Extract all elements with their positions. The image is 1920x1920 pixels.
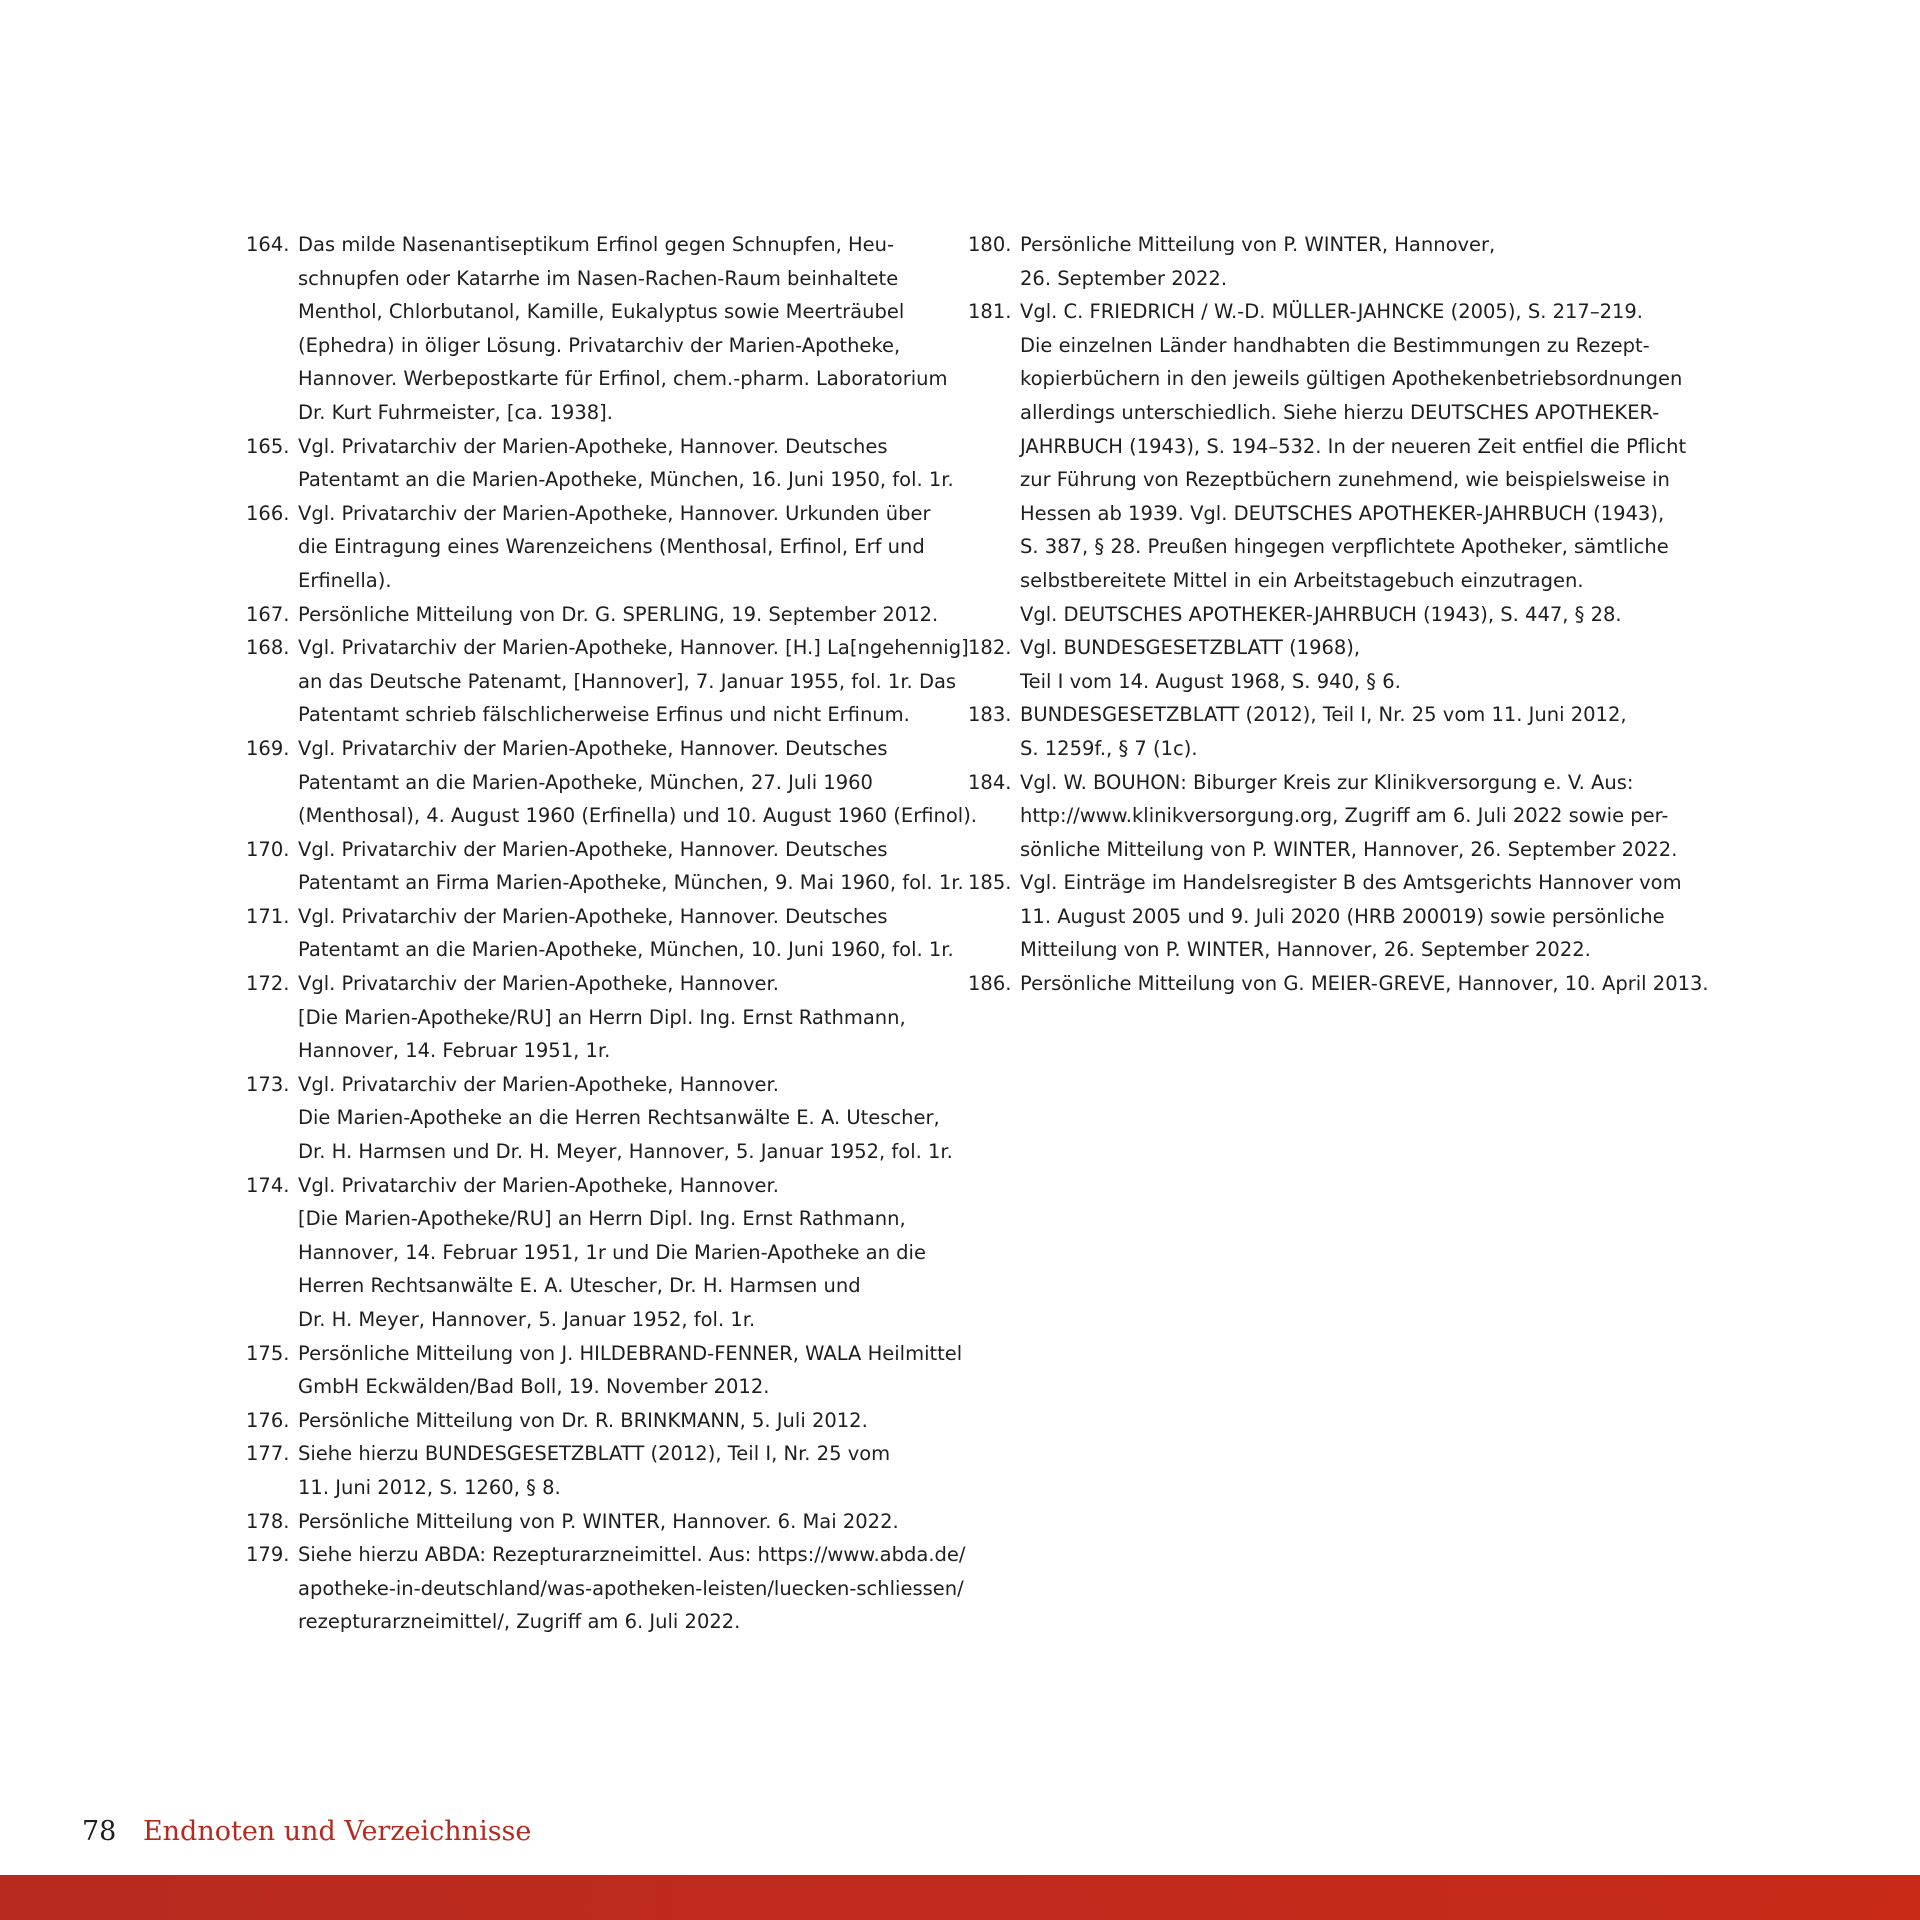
endnote-number: 174. [246, 1173, 290, 1197]
endnote-item [968, 631, 1688, 698]
endnote-text-line: rezepturarzneimittel/, Zugriff am 6. Juli 2022. [298, 1610, 741, 1634]
endnote-text-line: Siehe hierzu BUNDESGESETZBLATT (2012), Teil I, Nr. 25 vom [298, 1442, 891, 1466]
endnote-number: 171. [246, 904, 290, 928]
endnote-number: 182. [968, 636, 1012, 660]
endnote-text-line: Vgl. C. FRIEDRICH / W.-D. MÜLLER-JAHNCKE (2005), S. 217–219. [1020, 300, 1643, 324]
endnote-text-line: Patentamt schrieb fälschlicherweise Erfinus und nicht Erfinum. [298, 703, 910, 727]
endnote-text-line: Persönliche Mitteilung von P. WINTER, Hannover. 6. Mai 2022. [298, 1509, 899, 1533]
endnote-item [968, 766, 1688, 867]
endnote-text-line: Vgl. Privatarchiv der Marien-Apotheke, Hannover. [298, 972, 779, 996]
section-title: Endnoten und Verzeichnisse [142, 1816, 532, 1847]
endnote-item [968, 866, 1688, 967]
endnote-text [1020, 698, 1688, 765]
endnote-text [1020, 295, 1688, 631]
endnote-number: 170. [246, 837, 290, 861]
endnote-number: 180. [968, 233, 1012, 256]
endnote-text-line: Mitteilung von P. WINTER, Hannover, 26. September 2022. [1020, 938, 1591, 962]
endnote-text-line: Vgl. Privatarchiv der Marien-Apotheke, Hannover. [298, 1072, 779, 1096]
endnote-text-line: Persönliche Mitteilung von P. WINTER, Hannover, [1020, 233, 1496, 256]
endnotes-left-column [246, 228, 978, 1639]
endnote-text-line: GmbH Eckwälden/Bad Boll, 19. November 2012. [298, 1375, 770, 1399]
endnote-number: 175. [246, 1341, 290, 1365]
endnote-text-line: (Menthosal), 4. August 1960 (Erfinella) und 10. August 1960 (Erfinol). [298, 804, 978, 828]
endnote-text-line: Teil I vom 14. August 1968, S. 940, § 6. [1020, 669, 1401, 693]
endnote-text-line: BUNDESGESETZBLATT (2012), Teil I, Nr. 25 vom 11. Juni 2012, [1020, 703, 1627, 727]
endnote-text-line: Hannover, 14. Februar 1951, 1r. [298, 1039, 611, 1063]
endnote-text-line: Hannover. Werbepostkarte für Erfinol, chem.-pharm. Laboratorium [298, 367, 948, 391]
endnote-item [246, 833, 964, 900]
endnote-text [1020, 766, 1688, 867]
endnote-item [246, 900, 954, 967]
endnote-item [246, 1404, 946, 1438]
endnote-text [298, 1538, 965, 1639]
endnote-item [246, 732, 978, 833]
endnote-number: 173. [246, 1072, 290, 1096]
bottom-accent-bar [0, 1875, 1920, 1920]
endnote-number: 166. [246, 501, 290, 525]
endnote-text-line: Menthol, Chlorbutanol, Kamille, Eukalyptus sowie Meerträubel [298, 300, 905, 324]
endnote-text-line: kopierbüchern in den jeweils gültigen Apothekenbetriebsordnungen [1020, 367, 1683, 391]
endnote-item [246, 430, 954, 497]
endnote-item [246, 228, 946, 430]
endnote-text-line: Hannover, 14. Februar 1951, 1r und Die Marien-Apotheke an die [298, 1240, 926, 1264]
endnote-number: 181. [968, 300, 1012, 324]
endnote-text-line: S. 387, § 28. Preußen hingegen verpflichtete Apotheker, sämtliche [1020, 535, 1669, 559]
endnote-text-line: Persönliche Mitteilung von G. MEIER-GREVE, Hannover, 10. April 2013. [1020, 972, 1709, 996]
endnote-text-line: http://www.klinikversorgung.org, Zugriff am 6. Juli 2022 sowie per- [1020, 804, 1669, 828]
endnote-text-line: Siehe hierzu ABDA: Rezepturarzneimittel. Aus: https://www.abda.de/ [298, 1543, 966, 1567]
endnote-text [1020, 967, 1709, 1001]
endnote-text [298, 1337, 962, 1404]
endnote-text [298, 1404, 946, 1438]
endnote-number: 184. [968, 770, 1012, 794]
endnote-number: 177. [246, 1442, 290, 1466]
endnote-text [298, 1505, 946, 1539]
endnote-number: 178. [246, 1509, 290, 1533]
endnote-text [298, 228, 948, 430]
endnote-text-line: Herren Rechtsanwälte E. A. Utescher, Dr. H. Harmsen und [298, 1274, 861, 1298]
endnote-item [246, 598, 946, 632]
endnote-text-line: Dr. Kurt Fuhrmeister, [ca. 1938]. [298, 400, 613, 424]
endnote-item [968, 698, 1688, 765]
endnote-text-line: Patentamt an die Marien-Apotheke, München, 16. Juni 1950, fol. 1r. [298, 468, 954, 492]
endnote-text-line: 11. Juni 2012, S. 1260, § 8. [298, 1475, 561, 1499]
endnote-text-line: Persönliche Mitteilung von J. HILDEBRAND-FENNER, WALA Heilmittel [298, 1341, 963, 1365]
endnote-item [246, 1337, 963, 1404]
endnote-text-line: Patentamt an die Marien-Apotheke, München, 10. Juni 1960, fol. 1r. [298, 938, 954, 962]
endnote-text [1020, 631, 1688, 698]
endnote-text-line: Dr. H. Meyer, Hannover, 5. Januar 1952, fol. 1r. [298, 1308, 756, 1331]
endnote-text-line: (Ephedra) in öliger Lösung. Privatarchiv der Marien-Apotheke, [298, 333, 901, 357]
endnote-text [298, 833, 964, 900]
endnote-text-line: [Die Marien-Apotheke/RU] an Herrn Dipl. Ing. Ernst Rathmann, [298, 1005, 906, 1029]
endnote-text [298, 967, 946, 1068]
endnote-text-line: Erfinella). [298, 568, 392, 592]
endnote-text-line: an das Deutsche Patenamt, [Hannover], 7. Januar 1955, fol. 1r. Das [298, 669, 957, 693]
endnote-text-line: Vgl. Privatarchiv der Marien-Apotheke, Hannover. Deutsches [298, 837, 888, 861]
endnote-text-line: [Die Marien-Apotheke/RU] an Herrn Dipl. Ing. Ernst Rathmann, [298, 1207, 906, 1231]
endnote-text [1020, 866, 1688, 967]
endnote-number: 168. [246, 636, 290, 660]
page-number: 78 [82, 1816, 117, 1847]
endnote-text [298, 1437, 946, 1504]
endnote-item [246, 631, 969, 732]
endnote-text-line: zur Führung von Rezeptbüchern zunehmend, wie beispielsweise in [1020, 468, 1670, 492]
endnote-number: 183. [968, 703, 1012, 727]
endnote-number: 186. [968, 972, 1012, 996]
endnote-text-line: apotheke-in-deutschland/was-apotheken-leisten/luecken-schliessen/ [298, 1576, 964, 1600]
endnotes-right-column [968, 228, 1709, 1001]
endnote-text-line: Vgl. Privatarchiv der Marien-Apotheke, Hannover. Deutsches [298, 904, 888, 928]
endnote-text-line: selbstbereitete Mittel in ein Arbeitstagebuch einzutragen. [1020, 568, 1584, 592]
endnote-text [298, 1068, 953, 1169]
endnote-text-line: 11. August 2005 und 9. Juli 2020 (HRB 200019) sowie persönliche [1020, 904, 1665, 928]
endnote-item [968, 228, 1688, 295]
endnote-text-line: allerdings unterschiedlich. Siehe hierzu DEUTSCHES APOTHEKER- [1020, 400, 1660, 424]
endnote-text-line: Die einzelnen Länder handhabten die Bestimmungen zu Rezept- [1020, 333, 1650, 357]
endnote-text [1020, 228, 1688, 295]
endnote-text-line: sönliche Mitteilung von P. WINTER, Hannover, 26. September 2022. [1020, 837, 1678, 861]
endnote-text-line: Die Marien-Apotheke an die Herren Rechtsanwälte E. A. Utescher, [298, 1106, 940, 1130]
endnote-text-line: Vgl. Privatarchiv der Marien-Apotheke, Hannover. Deutsches [298, 736, 888, 760]
endnote-text-line: 26. September 2022. [1020, 266, 1228, 290]
endnote-item [968, 295, 1688, 631]
endnote-number: 179. [246, 1543, 290, 1567]
endnote-list-right [968, 228, 1709, 1001]
endnote-text-line: Persönliche Mitteilung von Dr. G. SPERLING, 19. September 2012. [298, 602, 939, 626]
endnote-list-left [246, 228, 978, 1639]
endnote-text-line: Hessen ab 1939. Vgl. DEUTSCHES APOTHEKER-JAHRBUCH (1943), [1020, 501, 1665, 525]
endnote-text [298, 732, 977, 833]
endnote-text-line: Dr. H. Harmsen und Dr. H. Meyer, Hannover, 5. Januar 1952, fol. 1r. [298, 1140, 953, 1164]
endnote-text [298, 430, 954, 497]
endnote-text [298, 900, 954, 967]
endnote-item [246, 1437, 946, 1504]
endnote-item [968, 967, 1709, 1001]
endnote-item [246, 1505, 946, 1539]
endnote-text-line: Vgl. Privatarchiv der Marien-Apotheke, Hannover. Urkunden über [298, 501, 931, 525]
endnote-text [298, 497, 946, 598]
page-footer [82, 1815, 531, 1849]
endnote-number: 165. [246, 434, 290, 458]
endnote-text-line: schnupfen oder Katarrhe im Nasen-Rachen-Raum beinhaltete [298, 266, 899, 290]
endnote-number: 185. [968, 871, 1012, 895]
endnote-text-line: Vgl. DEUTSCHES APOTHEKER-JAHRBUCH (1943), S. 447, § 28. [1020, 602, 1622, 626]
endnote-number: 169. [246, 736, 290, 760]
endnote-number: 164. [246, 233, 290, 256]
endnote-number: 172. [246, 972, 290, 996]
endnote-text-line: Patentamt an die Marien-Apotheke, München, 27. Juli 1960 [298, 770, 873, 794]
endnote-text [298, 1169, 946, 1337]
endnote-item [246, 1538, 966, 1639]
endnote-text-line: die Eintragung eines Warenzeichens (Menthosal, Erfinol, Erf und [298, 535, 925, 559]
endnote-item [246, 1068, 953, 1169]
endnote-text-line: JAHRBUCH (1943), S. 194–532. In der neueren Zeit entfiel die Pflicht [1020, 434, 1687, 458]
endnote-number: 176. [246, 1408, 290, 1432]
endnote-item [246, 967, 946, 1068]
endnote-text-line: Das milde Nasenantiseptikum Erfinol gegen Schnupfen, Heu- [298, 233, 895, 256]
endnote-text [298, 598, 946, 632]
endnote-text-line: S. 1259f., § 7 (1c). [1020, 736, 1198, 760]
endnote-text-line: Vgl. Privatarchiv der Marien-Apotheke, Hannover. [H.] La[ngehennig] [298, 636, 969, 660]
endnote-text [298, 631, 969, 732]
endnote-text-line: Patentamt an Firma Marien-Apotheke, München, 9. Mai 1960, fol. 1r. [298, 871, 964, 895]
endnote-text-line: Vgl. Einträge im Handelsregister B des Amtsgerichts Hannover vom [1020, 871, 1682, 895]
endnote-item [246, 1169, 946, 1337]
endnote-text-line: Vgl. W. BOUHON: Biburger Kreis zur Klinikversorgung e. V. Aus: [1020, 770, 1634, 794]
endnote-number: 167. [246, 602, 290, 626]
endnote-text-line: Persönliche Mitteilung von Dr. R. BRINKMANN, 5. Juli 2012. [298, 1408, 868, 1432]
endnote-text-line: Vgl. Privatarchiv der Marien-Apotheke, Hannover. Deutsches [298, 434, 888, 458]
endnote-text-line: Vgl. BUNDESGESETZBLATT (1968), [1020, 636, 1361, 660]
endnote-text-line: Vgl. Privatarchiv der Marien-Apotheke, Hannover. [298, 1173, 779, 1197]
endnote-item [246, 497, 946, 598]
